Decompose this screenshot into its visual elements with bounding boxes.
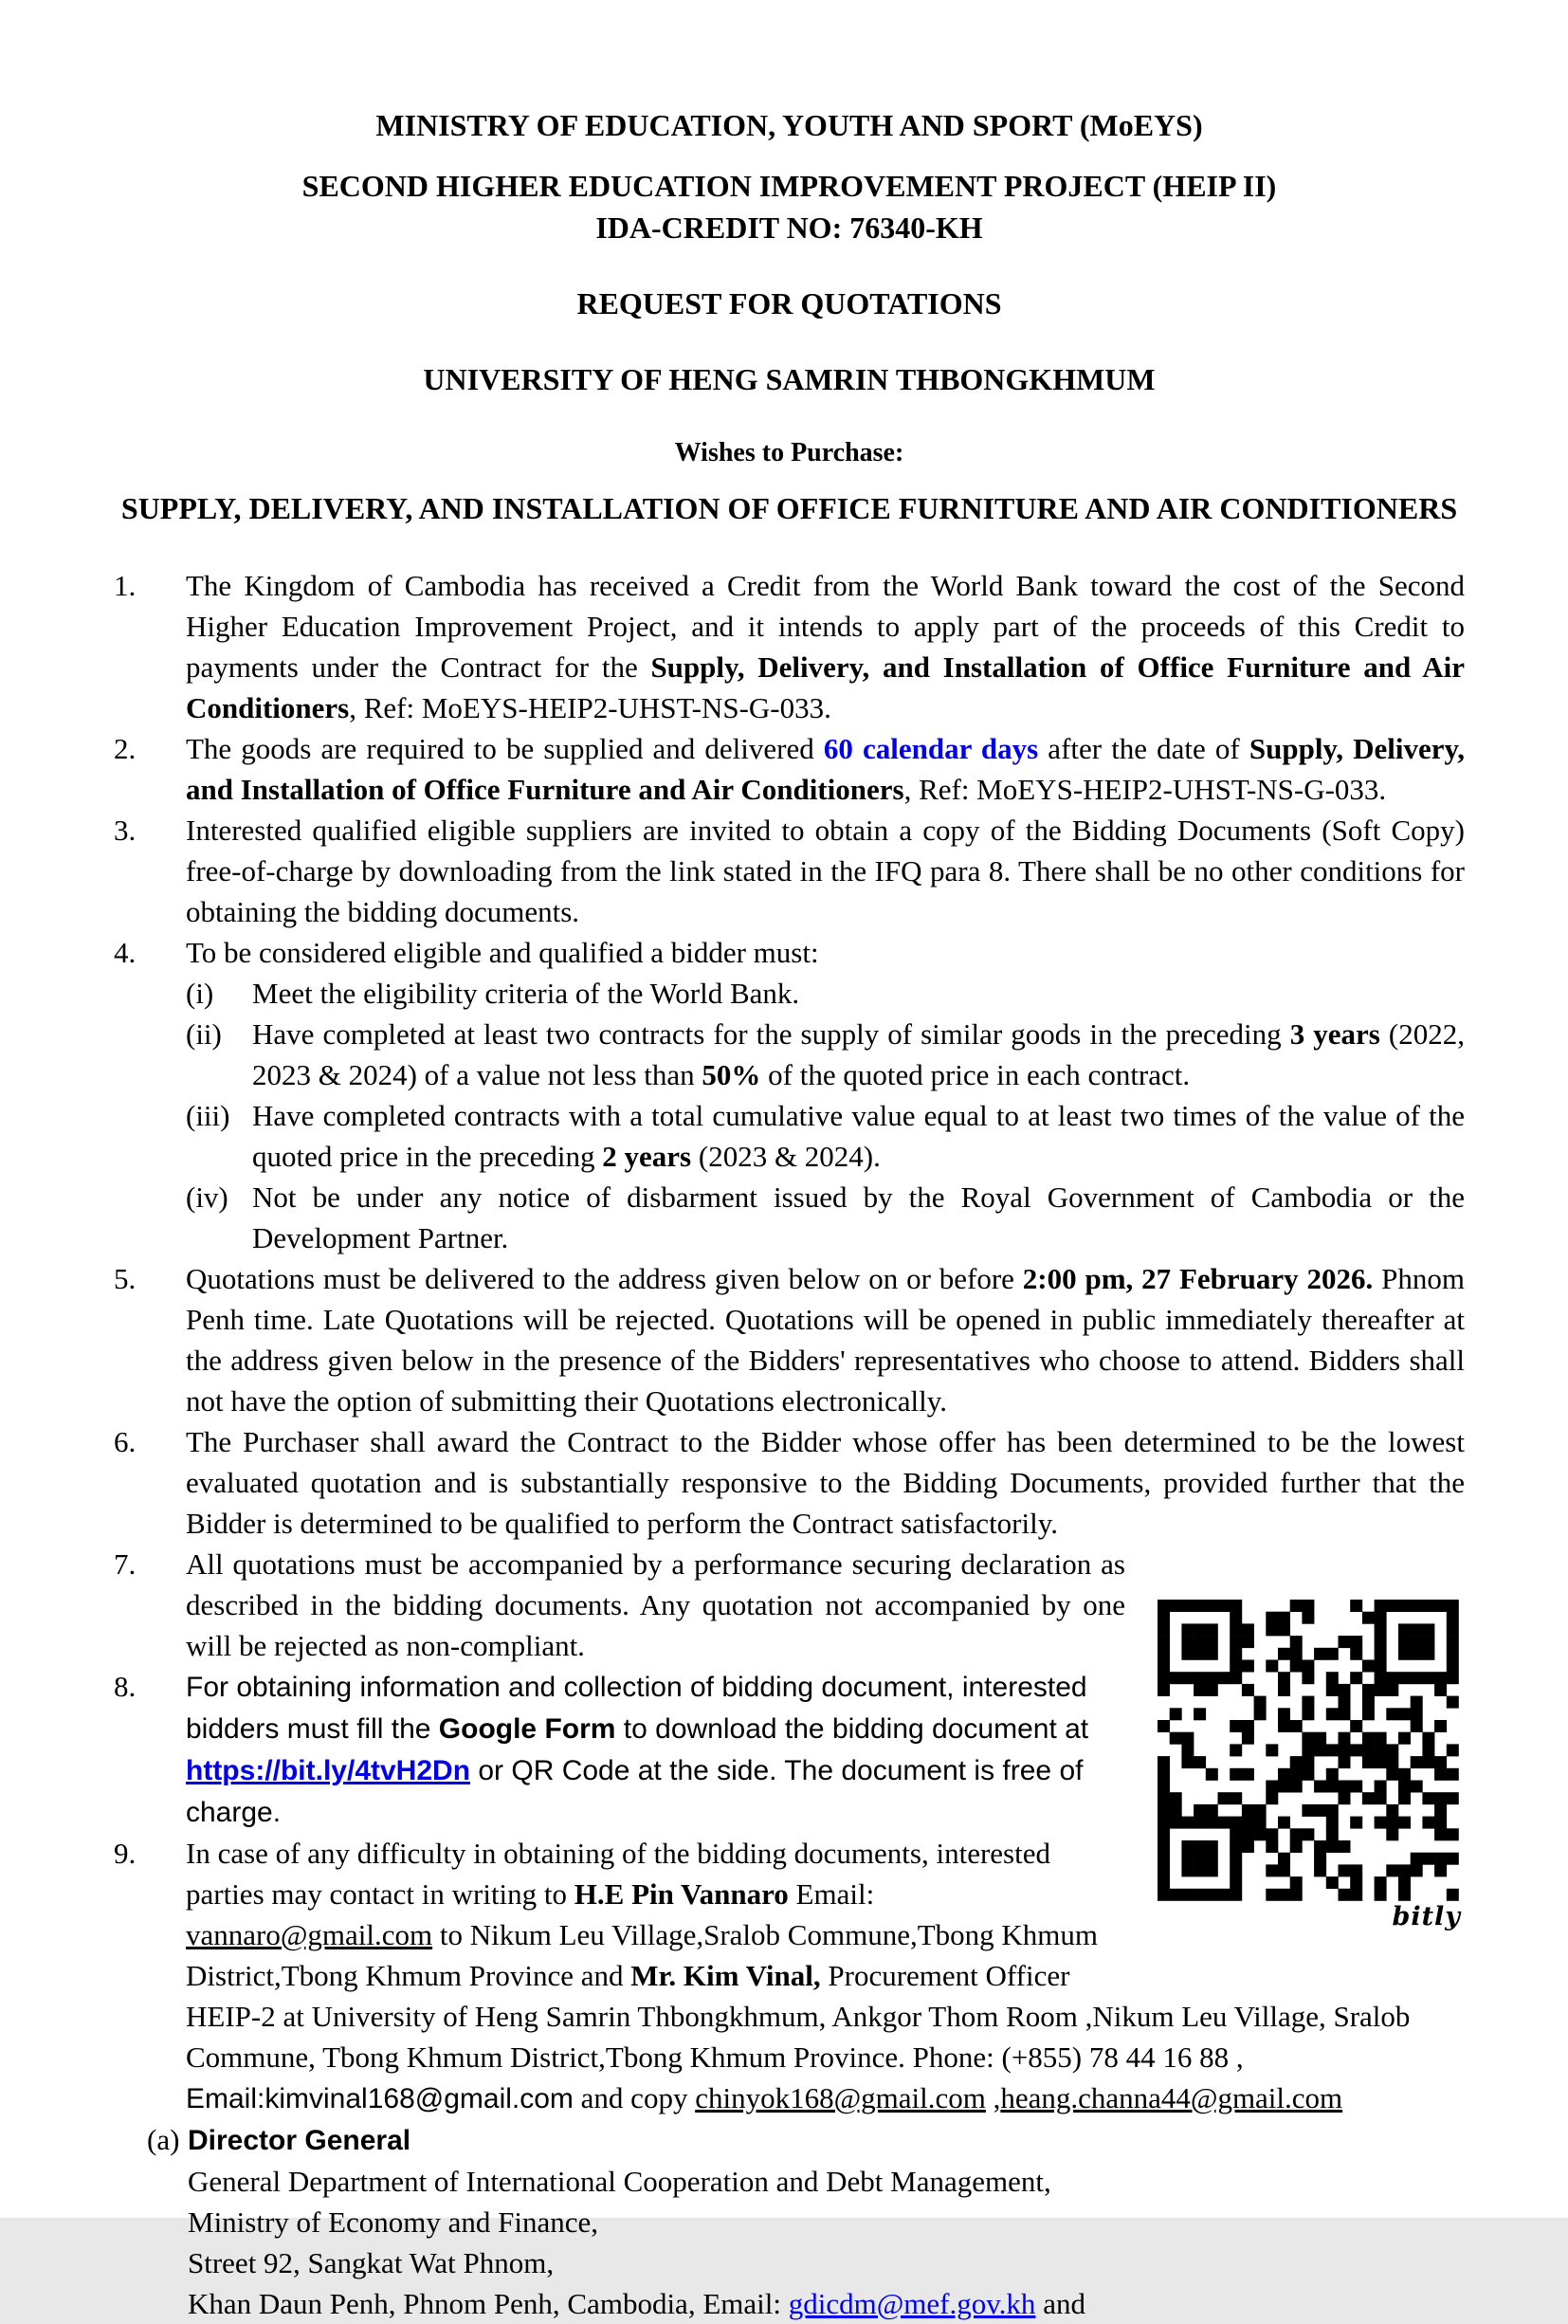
numbered-list — [114, 565, 1465, 2324]
text-run: after the date of — [1038, 732, 1249, 765]
text-run: of the quoted price in each contract. — [760, 1058, 1191, 1091]
text-run: The goods are required to be supplied and delivered — [186, 732, 824, 765]
text-run: Khan Daun Penh, Phnom Penh, Cambodia, Email: — [188, 2287, 789, 2320]
text-run: , — [985, 2081, 1001, 2114]
list-marker: (ii) — [186, 1017, 222, 1051]
text-run: Supply, Delivery, and Installation of Office Furniture and Air Conditioners — [186, 650, 1465, 724]
list-item-3 — [114, 810, 1465, 932]
text-run: For obtaining information and collection of bidding document, interested bidders must fill the — [186, 1672, 1087, 1745]
text-run: , Ref: MoEYS-HEIP2-UHST-NS-G-033. — [349, 691, 831, 724]
list-marker: (i) — [186, 977, 214, 1010]
text-run: and copy — [573, 2081, 696, 2114]
list-marker: 8. — [114, 1670, 137, 1703]
address-line — [114, 2202, 1465, 2242]
text-run: Director General — [188, 2125, 411, 2156]
text-run: Phnom Penh time. Late Quotations will be rejected. Quotations will be opened in public immediately thereafter at the address given below in the presence of the Bidders' representatives who choose to attend. Bidders shall not have the option of submitting their Quotations electronically. — [186, 1262, 1466, 1418]
rfq-title: REQUEST FOR QUOTATIONS — [576, 286, 1002, 320]
text-run: Email:kimvinal168@gmail.com — [186, 2083, 574, 2114]
address-line — [114, 2161, 1465, 2202]
text-run: Interested qualified eligible suppliers are invited to obtain a copy of the Bidding Documents (Soft Copy) free-of-charge by downloading from the link stated in the IFQ para 8. There shall be no other conditions for obtaining the bidding documents. — [186, 814, 1465, 928]
text-run: or QR Code at the side. The document is free of charge. — [186, 1755, 1084, 1828]
text-run: to Nikum Leu Village,Sralob Commune,Tbong Khmum District,Tbong Khmum Province and — [186, 1918, 1098, 1992]
list-marker: (iv) — [186, 1180, 228, 1214]
address-line — [114, 2242, 1465, 2283]
subject-title: SUPPLY, DELIVERY, AND INSTALLATION OF OFFICE FURNITURE AND AIR CONDITIONERS — [120, 491, 1458, 525]
list-item-6 — [114, 1421, 1465, 1544]
list-item-4 — [114, 932, 1465, 973]
list-marker: 2. — [114, 732, 137, 765]
address-line — [114, 2283, 1465, 2324]
project-title: SECOND HIGHER EDUCATION IMPROVEMENT PROJECT (HEIP II) — [301, 169, 1277, 203]
qr-code-image — [1158, 1600, 1459, 1901]
text-run: Mr. Kim Vinal, — [630, 1959, 821, 1992]
university-title: UNIVERSITY OF HENG SAMRIN THBONGKHMUM — [423, 362, 1156, 396]
text-run: 2 years — [602, 1140, 692, 1173]
email-link-vannaro[interactable]: vannaro@gmail.com — [186, 1918, 433, 1951]
email-link-chinyok[interactable]: chinyok168@gmail.com — [695, 2081, 986, 2114]
list-marker: 4. — [114, 936, 137, 969]
text-run: Meet the eligibility criteria of the World Bank. — [252, 977, 800, 1010]
text-run: Procurement Officer HEIP-2 at University of Heng Samrin Thbongkhmum, Ankgor Thom Room ,Nikum Leu Village, Sralob Commune, Tbong Khmum District,Tbong Khmum Province. Phone: (+855) 78 44 16 88 , — [186, 1959, 1411, 2074]
ministry-title: MINISTRY OF EDUCATION, YOUTH AND SPORT (MoEYS) — [375, 108, 1203, 142]
text-run: To be considered eligible and qualified a bidder must: — [186, 936, 819, 969]
text-run: Supply, Delivery, and Installation of Office Furniture and Air Conditioners — [186, 732, 1466, 806]
text-run: (2023 & 2024). — [691, 1140, 881, 1173]
text-run: Ministry of Economy and Finance, — [188, 2205, 599, 2239]
text-run: Not be under any notice of disbarment issued by the Royal Government of Cambodia or the Development Partner. — [252, 1180, 1465, 1254]
list-marker: 5. — [114, 1262, 137, 1295]
sub-item-a — [114, 2119, 1465, 2161]
sub-item-iv — [114, 1177, 1465, 1258]
text-run: Have completed at least two contracts for the supply of similar goods in the preceding — [252, 1017, 1290, 1051]
text-run: H.E Pin Vannaro — [574, 1877, 789, 1911]
list-marker: 1. — [114, 569, 137, 602]
sub-item-iii — [114, 1095, 1465, 1177]
list-item-5 — [114, 1258, 1465, 1421]
bitly-logo: bitly — [1392, 1902, 1461, 1931]
credit-number: IDA-CREDIT NO: 76340-KH — [595, 210, 983, 245]
list-marker: 3. — [114, 814, 137, 847]
list-item-1 — [114, 565, 1465, 728]
list-marker: 7. — [114, 1547, 137, 1581]
list-item-2 — [114, 728, 1465, 810]
text-run: Have completed contracts with a total cumulative value equal to at least two times of the value of the quoted price in the preceding — [252, 1099, 1465, 1173]
text-run: (2022, 2023 & 2024) of a value not less than — [252, 1017, 1465, 1091]
text-run: All quotations must be accompanied by a performance securing declaration as described in the bidding documents. Any quotation not accompanied by one will be rejected as non-compliant. — [186, 1547, 1125, 1662]
bidding-document-link[interactable]: https://bit.ly/4tvH2Dn — [186, 1755, 471, 1786]
text-run: In case of any difficulty in obtaining of the bidding documents, interested parties may contact in writing to — [186, 1837, 1050, 1911]
text-run: Email: — [788, 1877, 875, 1911]
wishes-line: Wishes to Purchase: — [674, 438, 904, 467]
text-run: The Purchaser shall award the Contract to the Bidder whose offer has been determined to be the lowest evaluated quotation and is substantially responsive to the Bidding Documents, provided further that the Bidder is determined to be qualified to perform the Contract satisfactorily. — [186, 1425, 1465, 1540]
text-run: 60 calendar days — [823, 732, 1039, 765]
text-run: and — [1035, 2287, 1085, 2320]
text-run: 2:00 pm, 27 February 2026. — [1022, 1262, 1374, 1295]
list-marker: (iii) — [186, 1099, 230, 1132]
text-run: Quotations must be delivered to the address given below on or before — [186, 1262, 1023, 1295]
email-link-gdicdm[interactable]: gdicdm@mef.gov.kh — [788, 2287, 1036, 2320]
sub-item-ii — [114, 1014, 1465, 1095]
list-marker: (a) — [147, 2123, 180, 2156]
list-marker: 6. — [114, 1425, 137, 1458]
text-run: General Department of International Cooperation and Debt Management, — [188, 2165, 1051, 2198]
sub-item-i — [114, 973, 1465, 1014]
text-run: , Ref: MoEYS-HEIP2-UHST-NS-G-033. — [903, 773, 1387, 806]
text-run: 50% — [702, 1058, 761, 1091]
text-run: 3 years — [1289, 1017, 1380, 1051]
qr-code — [1150, 1586, 1465, 1945]
text-run: The Kingdom of Cambodia has received a Credit from the World Bank toward the cost of the Second Higher Education Improvement Project, and it intends to apply part of the proceeds of this Credit to payments under the Contract for the — [186, 569, 1465, 684]
text-run: Google Form — [438, 1713, 616, 1745]
email-link-channa[interactable]: heang.channa44@gmail.com — [1000, 2081, 1343, 2114]
text-run: Street 92, Sangkat Wat Phnom, — [188, 2246, 555, 2279]
project-title-block — [114, 165, 1465, 248]
text-run: to download the bidding document at — [615, 1713, 1089, 1745]
list-marker: 9. — [114, 1837, 137, 1870]
